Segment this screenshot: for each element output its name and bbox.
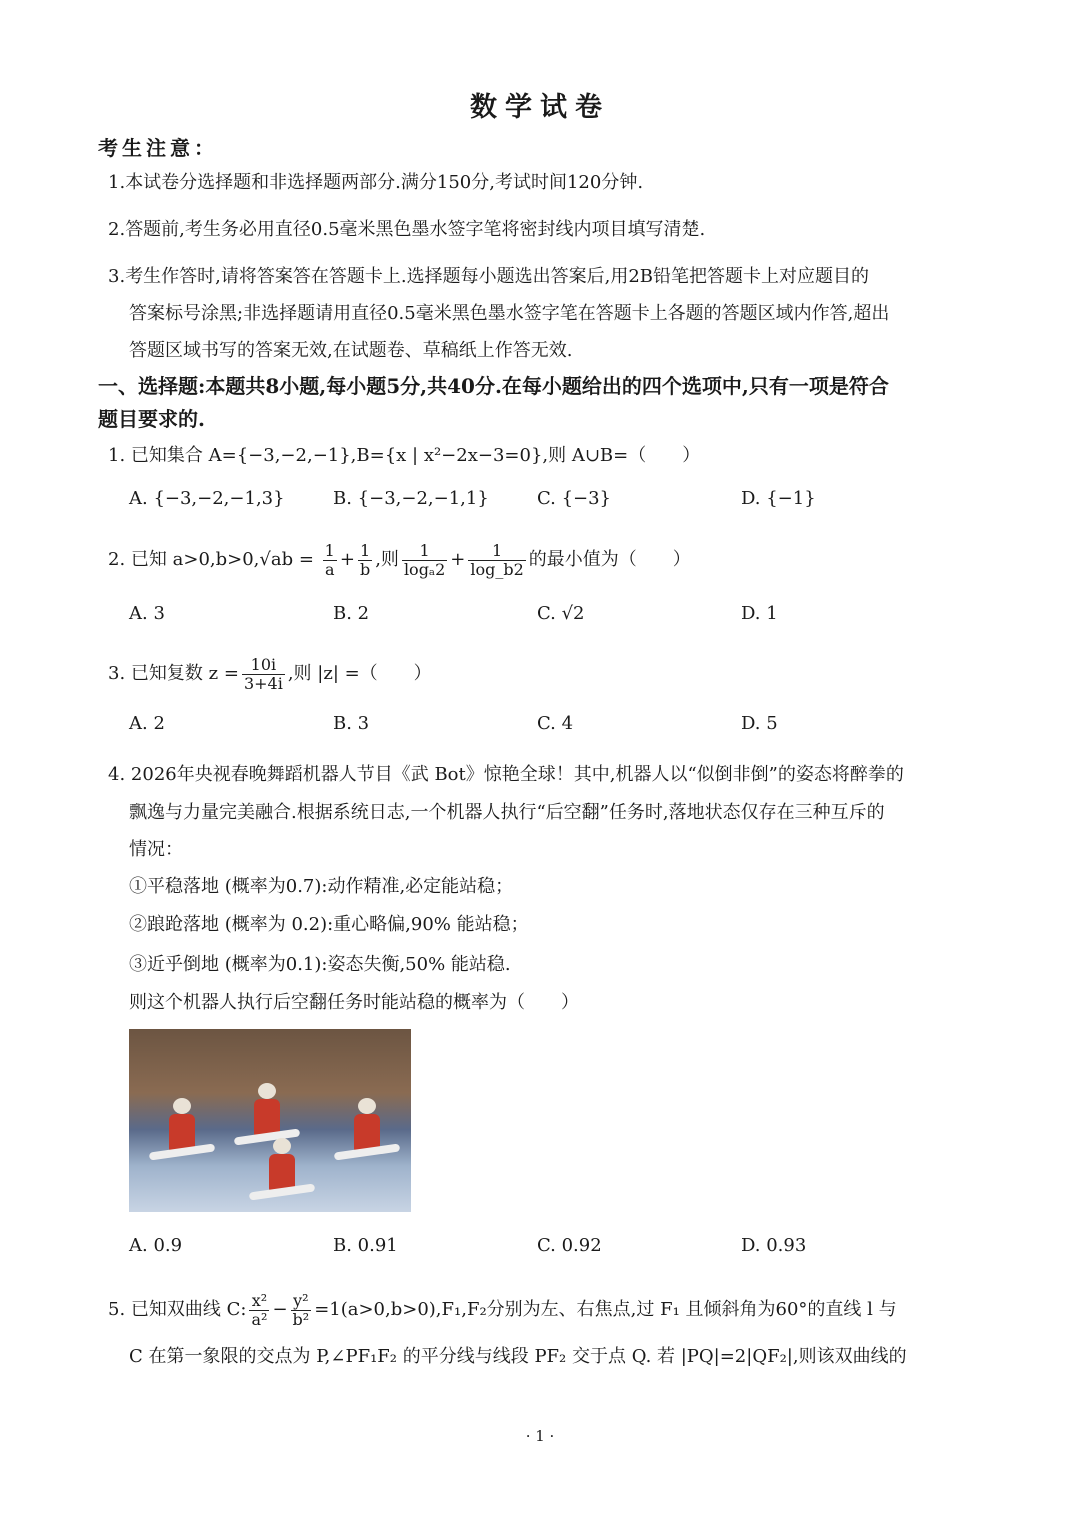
option-a: A. 2 [129, 713, 165, 734]
question-stem: ,则 [375, 549, 399, 570]
fraction [249, 1292, 269, 1329]
notice-num: 1. [108, 172, 126, 193]
notice-item-3 [108, 265, 869, 289]
option-c: C. √2 [537, 603, 585, 624]
question-stem: 已知 a>0,b>0,√ab = [130, 549, 314, 570]
question-stem: ②踉跄落地 (概率为 0.2):重心略偏,90% 能站稳； [129, 914, 529, 935]
question-stem: ①平稳落地 (概率为0.7):动作精准,必定能站稳； [129, 876, 514, 897]
question-2 [108, 540, 691, 580]
option-c: C. {−3} [537, 488, 612, 509]
question-4 [108, 763, 904, 787]
robot-dance-photo [129, 1029, 411, 1212]
notice-text: 答题前,考生务必用直径0.5毫米黑色墨水签字笔将密封线内项目填写清楚. [125, 219, 706, 240]
fraction [323, 542, 337, 579]
question-stem: 的最小值为（ ） [528, 549, 691, 570]
operator: − [272, 1299, 288, 1320]
denominator: b² [292, 1309, 310, 1329]
robot-figure [269, 1154, 295, 1194]
question-number: 4. [108, 764, 126, 785]
option-c: C. 0.92 [537, 1235, 602, 1256]
denominator: a [324, 559, 335, 579]
denominator: 3+4i [243, 673, 283, 693]
notice-num: 2. [108, 219, 126, 240]
question-stem: ③近乎倒地 (概率为0.1):姿态失衡,50% 能站稳. [129, 954, 511, 975]
option-a: A. 0.9 [129, 1235, 183, 1256]
question-number: 2. [108, 549, 126, 570]
page-number: · 1 · [525, 1427, 555, 1445]
notice-text: 答题区域书写的答案无效,在试题卷、草稿纸上作答无效. [129, 340, 573, 361]
robot-figure [254, 1099, 280, 1139]
question-number: 5. [108, 1299, 126, 1320]
robot-figure [354, 1114, 380, 1154]
notice-num: 3. [108, 266, 126, 287]
option-b: B. 3 [333, 713, 370, 734]
question-number: 3. [108, 663, 126, 684]
question-stem: 情况： [129, 839, 183, 860]
question-stem: 已知集合 A={−3,−2,−1},B={x | x²−2x−3=0},则 A∪B=（ ） [130, 445, 701, 466]
operator: + [339, 549, 355, 570]
option-b: B. {−3,−2,−1,1} [333, 488, 489, 509]
question-1 [108, 444, 700, 468]
question-3 [108, 654, 432, 694]
fraction [358, 542, 372, 579]
question-stem: 已知复数 z = [130, 663, 239, 684]
option-d: D. 0.93 [741, 1235, 807, 1256]
numerator: y² [291, 1292, 312, 1311]
numerator: 1 [402, 542, 447, 561]
section-heading: 一、选择题:本题共8小题,每小题5分,共40分.在每小题给出的四个选项中,只有一项是符合 [98, 374, 889, 398]
question-stem: C 在第一象限的交点为 P,∠PF₁F₂ 的平分线与线段 PF₂ 交于点 Q. 若 |PQ|=2|QF₂|,则该双曲线的 [129, 1346, 907, 1367]
option-a: A. 3 [129, 603, 165, 624]
question-5 [108, 1290, 897, 1330]
question-stem: ,则 |z| =（ ） [287, 663, 432, 684]
option-d: D. 1 [741, 603, 778, 624]
option-b: B. 2 [333, 603, 370, 624]
option-d: D. 5 [741, 713, 778, 734]
notice-item-1 [108, 171, 643, 195]
fraction [291, 1292, 312, 1329]
question-stem: 2026年央视春晚舞蹈机器人节目《武 Bot》惊艳全球！其中,机器人以“似倒非倒”的姿态将醉拳的 [130, 764, 904, 785]
option-b: B. 0.91 [333, 1235, 398, 1256]
fraction [468, 542, 525, 579]
question-number: 1. [108, 445, 126, 466]
operator: + [450, 549, 466, 570]
numerator: 1 [358, 542, 372, 561]
numerator: 10i [242, 656, 285, 675]
notice-heading: 考生注意： [98, 136, 218, 160]
fraction [402, 542, 447, 579]
numerator: 1 [324, 540, 335, 560]
denominator: logₐ2 [403, 559, 446, 579]
robot-figure [169, 1114, 195, 1154]
denominator: b [359, 559, 371, 579]
denominator: log_b2 [470, 559, 524, 579]
question-stem: =1(a>0,b>0),F₁,F₂分别为左、右焦点,过 F₁ 且倾斜角为60°的直线 l 与 [314, 1299, 897, 1320]
numerator: x² [249, 1292, 269, 1311]
numerator: 1 [468, 542, 525, 561]
notice-text: 本试卷分选择题和非选择题两部分.满分150分,考试时间120分钟. [125, 172, 644, 193]
question-stem: 则这个机器人执行后空翻任务时能站稳的概率为（ ） [129, 992, 579, 1013]
question-stem: 已知双曲线 C: [130, 1299, 247, 1320]
denominator: a² [251, 1309, 268, 1329]
option-a: A. {−3,−2,−1,3} [129, 488, 285, 509]
fraction [242, 656, 285, 693]
section-heading: 题目要求的. [98, 407, 205, 431]
option-c: C. 4 [537, 713, 574, 734]
option-d: D. {−1} [741, 488, 816, 509]
page-title: 数学试卷 [470, 92, 610, 123]
notice-text: 答案标号涂黑;非选择题请用直径0.5毫米黑色墨水签字笔在答题卡上各题的答题区域内作答,超出 [129, 303, 890, 324]
notice-item-2 [108, 218, 705, 242]
notice-text: 考生作答时,请将答案答在答题卡上.选择题每小题选出答案后,用2B铅笔把答题卡上对应题目的 [125, 266, 870, 287]
question-stem: 飘逸与力量完美融合.根据系统日志,一个机器人执行“后空翻”任务时,落地状态仅存在三种互斥的 [129, 802, 885, 823]
